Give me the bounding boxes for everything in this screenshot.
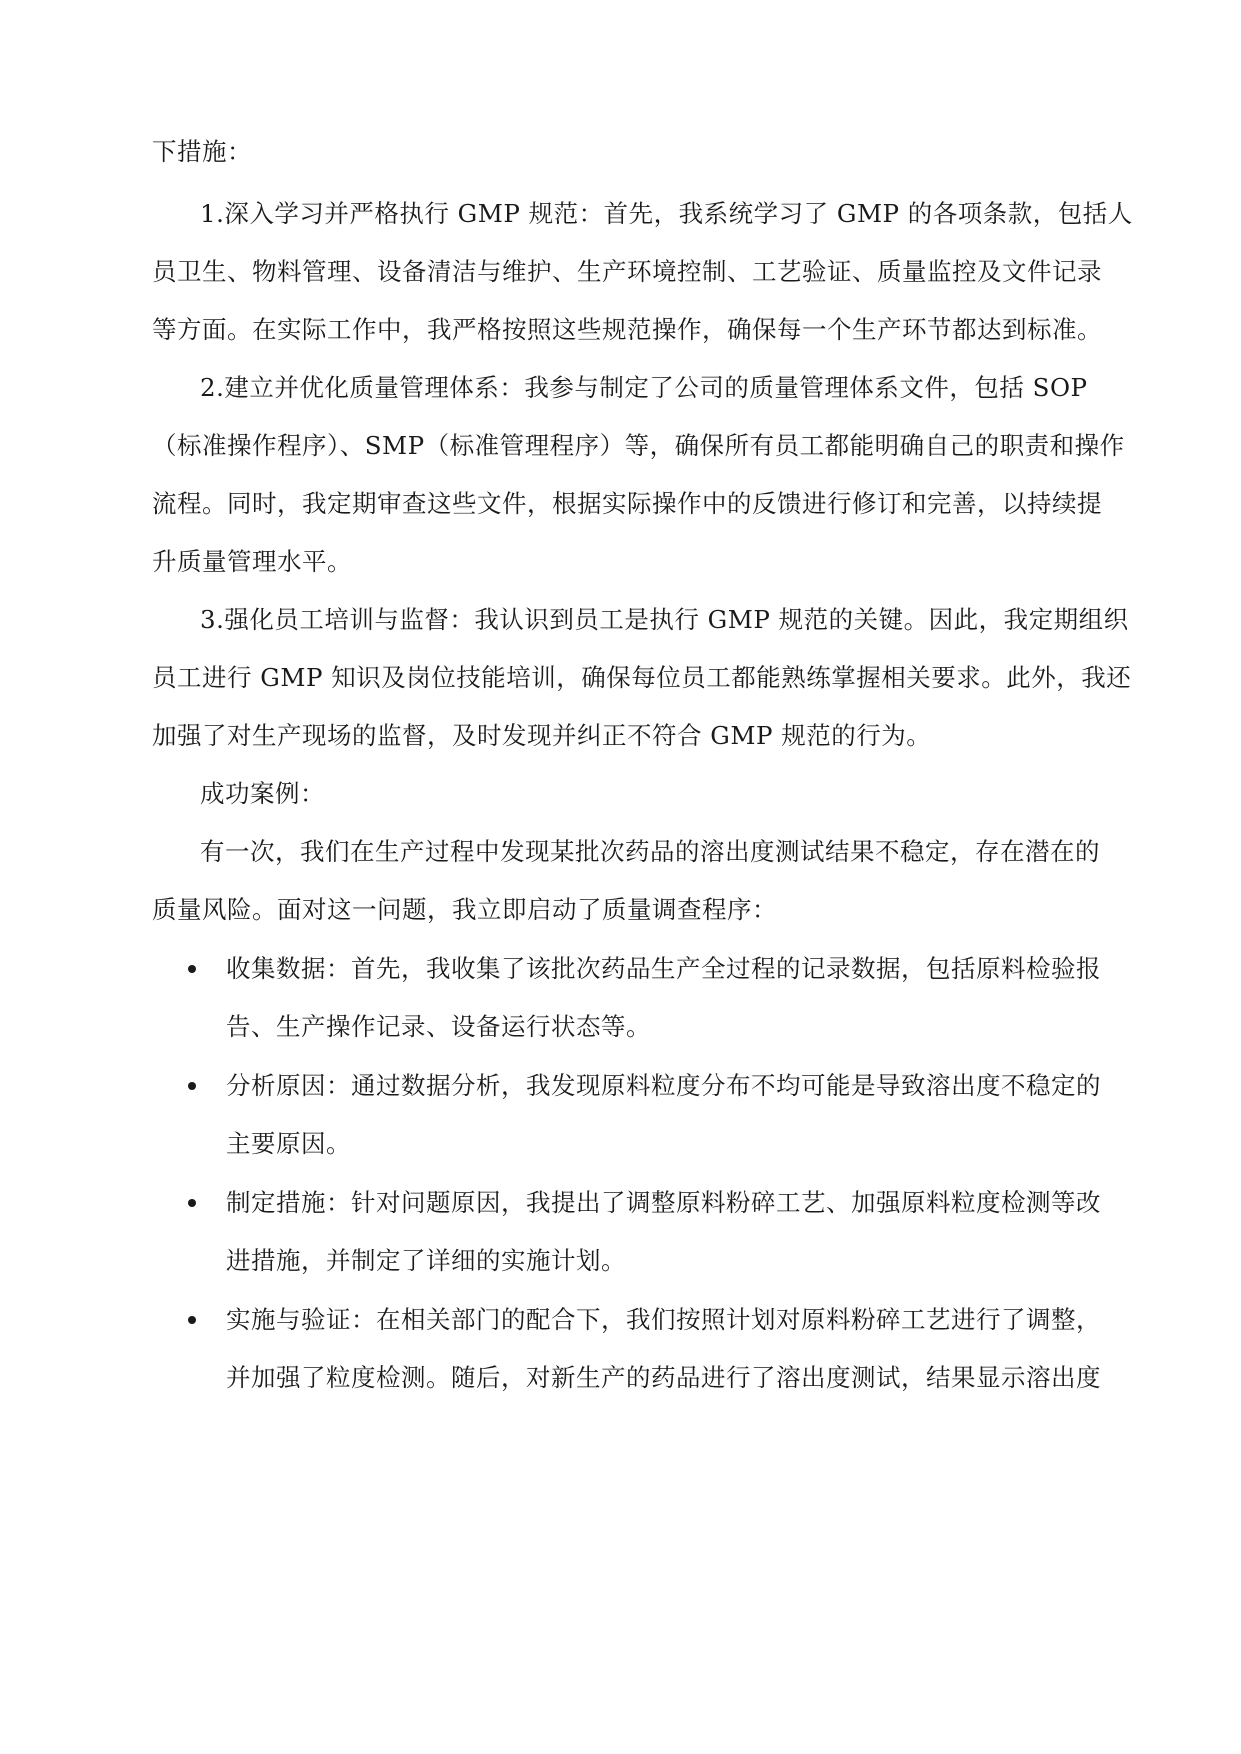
case-intro-line-2: 质量风险。面对这一问题，我立即启动了质量调查程序： <box>152 895 777 924</box>
measure-2-line-3: 流程。同时，我定期审查这些文件，根据实际操作中的反馈进行修订和完善，以持续提 <box>152 489 1102 518</box>
measure-2-line-2: （标准操作程序）、SMP（标准管理程序）等，确保所有员工都能明确自己的职责和操作 <box>152 431 1125 460</box>
bullet-1-line-2: 告、生产操作记录、设备运行状态等。 <box>226 1012 651 1041</box>
case-heading: 成功案例： <box>200 779 325 808</box>
bullet-2-dot <box>188 1082 196 1090</box>
measure-1-line-2: 员卫生、物料管理、设备清洁与维护、生产环境控制、工艺验证、质量监控及文件记录 <box>152 257 1102 286</box>
measure-3-line-1: 3.强化员工培训与监督：我认识到员工是执行 GMP 规范的关键。因此，我定期组织 <box>200 605 1129 634</box>
measure-2-line-4: 升质量管理水平。 <box>152 547 352 576</box>
measure-2-line-1: 2.建立并优化质量管理体系：我参与制定了公司的质量管理体系文件，包括 SOP <box>200 373 1088 402</box>
bullet-3-line-2: 进措施，并制定了详细的实施计划。 <box>226 1246 626 1275</box>
bullet-4-line-2: 并加强了粒度检测。随后，对新生产的药品进行了溶出度测试，结果显示溶出度 <box>226 1363 1101 1392</box>
bullet-1-dot <box>188 965 196 973</box>
bullet-4-line-1: 实施与验证：在相关部门的配合下，我们按照计划对原料粉碎工艺进行了调整， <box>226 1305 1101 1334</box>
bullet-2-line-1: 分析原因：通过数据分析，我发现原料粒度分布不均可能是导致溶出度不稳定的 <box>226 1071 1101 1100</box>
bullet-1-line-1: 收集数据：首先，我收集了该批次药品生产全过程的记录数据，包括原料检验报 <box>226 954 1101 983</box>
measure-3-line-2: 员工进行 GMP 知识及岗位技能培训，确保每位员工都能熟练掌握相关要求。此外，我还 <box>152 663 1132 692</box>
case-intro-line-1: 有一次，我们在生产过程中发现某批次药品的溶出度测试结果不稳定，存在潜在的 <box>200 837 1100 866</box>
measure-1-line-3: 等方面。在实际工作中，我严格按照这些规范操作，确保每一个生产环节都达到标准。 <box>152 315 1102 344</box>
bullet-2-line-2: 主要原因。 <box>226 1129 351 1158</box>
bullet-3-line-1: 制定措施：针对问题原因，我提出了调整原料粉碎工艺、加强原料粒度检测等改 <box>226 1188 1101 1217</box>
measure-3-line-3: 加强了对生产现场的监督，及时发现并纠正不符合 GMP 规范的行为。 <box>152 721 932 750</box>
measure-1-line-1: 1.深入学习并严格执行 GMP 规范：首先，我系统学习了 GMP 的各项条款，包括人 <box>200 199 1133 228</box>
bullet-3-dot <box>188 1199 196 1207</box>
bullet-4-dot <box>188 1316 196 1324</box>
lead-text: 下措施： <box>152 137 252 166</box>
